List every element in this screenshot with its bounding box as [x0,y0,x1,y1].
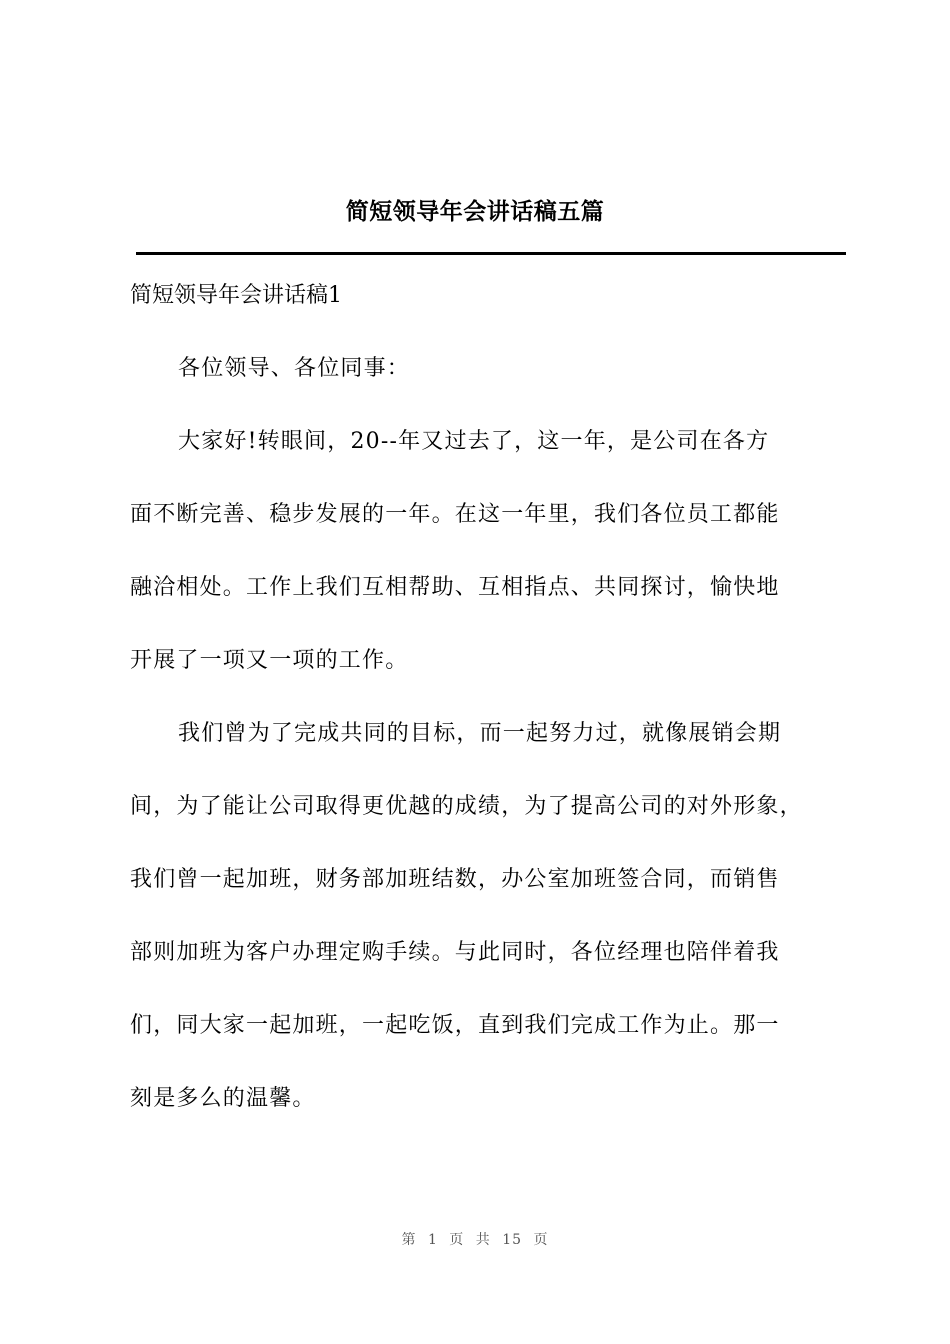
document-title: 简短领导年会讲话稿五篇 [345,199,605,225]
paragraph-line: 我们曾为了完成共同的目标，而一起努力过，就像展销会期 [178,721,782,746]
paragraph-1 [130,424,846,716]
paragraph-greeting [130,351,846,424]
page-number-footer: 第 1 页 共 15 页 [401,1232,549,1248]
document-body [130,278,846,1154]
paragraph-line: 面不断完善、稳步发展的一年。在这一年里，我们各位员工都能 [130,502,780,527]
paragraph-line: 融洽相处。工作上我们互相帮助、互相指点、共同探讨，愉快地 [130,575,780,600]
paragraph-2 [130,716,846,1154]
paragraph-line: 大家好!转眼间，20--年又过去了，这一年，是公司在各方 [178,429,770,454]
paragraph-line: 开展了一项又一项的工作。 [130,648,409,673]
paragraph-line: 间，为了能让公司取得更优越的成绩，为了提高公司的对外形象， [130,794,803,819]
paragraph-line: 我们曾一起加班，财务部加班结数，办公室加班签合同，而销售 [130,867,780,892]
title-divider [136,252,846,255]
paragraph-line: 部则加班为客户办理定购手续。与此同时，各位经理也陪伴着我 [130,940,780,965]
paragraph-line: 刻是多么的温馨。 [130,1086,316,1111]
section-heading: 简短领导年会讲话稿1 [130,283,342,308]
paragraph-line: 各位领导、各位同事： [178,356,411,381]
paragraph-line: 们，同大家一起加班，一起吃饭，直到我们完成工作为止。那一 [130,1013,780,1038]
